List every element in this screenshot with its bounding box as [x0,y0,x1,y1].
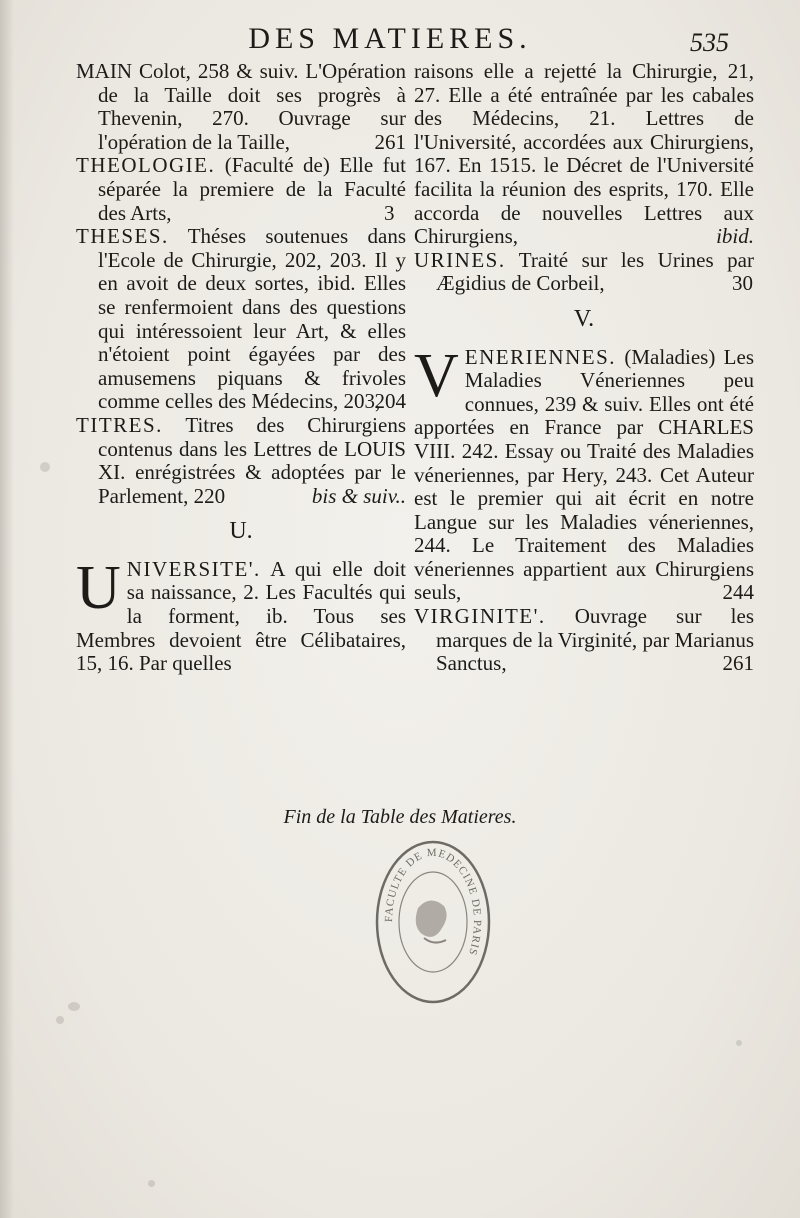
drop-cap: V [414,341,459,410]
entry-heading: THESES. [76,224,169,249]
page-reference: 261 [722,651,754,676]
page-edge-shadow [0,0,14,1218]
entry-heading: URINES. [414,247,506,272]
entry-heading: ENERIENNES. [464,344,617,369]
page-reference: bis & suiv.. [311,483,406,508]
index-entry [76,60,406,154]
index-entry [414,341,754,606]
entry-heading: THEOLOGIE. [76,153,216,178]
drop-cap: U [76,553,121,622]
foxing-spot [148,1180,155,1187]
library-stamp-icon [372,838,494,1006]
foxing-spot [56,1016,64,1024]
section-letter: V. [573,305,595,332]
foxing-spot [736,1040,742,1046]
entry-text: MAIN Colot, 258 & suiv. L'Opération de la Taille doit ses progrès à Thevenin, 270. Ouvrage sur l'opération de la Taille, [76,59,406,154]
page-number: 535 [690,28,729,57]
page-reference: 3 [384,200,395,225]
index-entry [414,249,754,296]
index-entry [414,605,754,676]
page-reference: 204 [374,389,406,414]
entry-text: Ouvrage sur les marques de la Virginité, par Marianus Sanctus, [436,604,755,676]
running-head: DES MATIERES. [248,22,532,55]
end-of-table-note: Fin de la Table des Matieres. [283,806,517,828]
entry-text: Titres des Chirurgiens contenus dans les Lettres de LOUIS XI. enrégistrées & adoptées par le Parlement, 220 [98,412,406,508]
index-entry [76,225,406,414]
page-reference: 261 [374,129,406,154]
entry-text: Traité sur les Urines par Ægidius de Corbeil, [436,247,754,296]
page-reference: ibid. [716,224,754,249]
entry-heading: NIVERSITE'. [126,556,261,581]
entry-heading: TITRES. [76,412,163,437]
entry-text: raisons elle a rejetté la Chirurgie, 21, 27. Elle a été entraînée par les cabales des Médecins, 21. Lettres de l'Université, accordées aux Chirurgiens, 167. En 1515. le Décret de l'Université facilita la réunion des esprits, 170. Elle accorda de nouvelles Lettres aux Chirurgiens, [414,59,754,249]
entry-text: Théses soutenues dans l'Ecole de Chirurgie, 202, 203. Il y en avoit de deux sortes, ibid. Elles se renfermoient dans des questions qui intéressoient leur Art, & elles n'étoient point égayées par des amusemens piquans & frivoles comme celles des Médecins, 203, [98,224,406,414]
entry-text: (Maladies) Les Maladies Véneriennes peu connues, 239 & suiv. Elles ont été apportées en France par CHARLES VIII. 242. Essay ou Traité des Maladies véneriennes, par Hery, 243. Cet Auteur est le premier qui ait écrit en notre Langue sur les Maladies véneriennes, 244. Le Traitement des Maladies véneriennes appartient aux Chirurgiens seuls, [414,344,754,605]
index-entry [76,414,406,508]
index-entry [76,553,407,676]
entry-heading: VIRGINITE'. [414,604,546,629]
entry-text: A qui elle doit sa naissance, 2. Les Facultés qui la forment, ib. Tous ses Membres devoient être Célibataires, 15, 16. Par quelles [76,556,407,676]
right-column [414,60,754,676]
index-entry [414,60,754,249]
section-letter: U. [229,518,253,545]
foxing-spot [40,462,50,472]
stamp-text: FACULTE DE MEDECINE DE PARIS [382,846,484,958]
page-reference: 30 [732,271,753,296]
entry-text: (Faculté de) Elle fut séparée la premiere de la Faculté des Arts, [98,153,407,225]
index-entry [76,154,406,225]
left-column [76,60,406,676]
page-reference: 244 [722,580,754,605]
foxing-spot [68,1002,80,1011]
